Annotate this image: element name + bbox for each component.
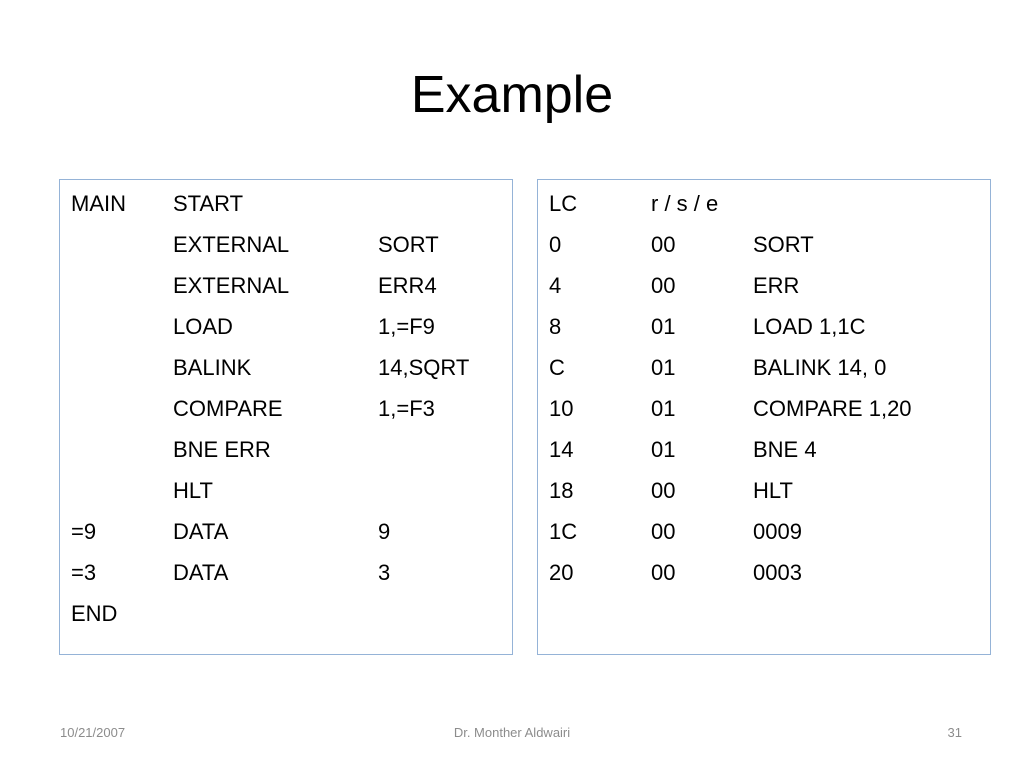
table-cell: COMPARE 1,20 — [753, 396, 912, 421]
table-cell: EXTERNAL — [173, 273, 290, 298]
table-cell: LOAD 1,1C — [753, 314, 866, 339]
table-cell: 0 — [549, 232, 562, 257]
footer-page-number: 31 — [947, 725, 962, 740]
table-cell: r / s / e — [651, 191, 719, 216]
table-row — [549, 352, 990, 393]
object-code-rows — [549, 188, 990, 598]
table-row — [549, 393, 990, 434]
table-cell: =3 — [71, 560, 97, 585]
table-row — [71, 188, 512, 229]
table-cell: SORT — [378, 232, 439, 257]
table-row — [71, 598, 512, 639]
table-row — [549, 557, 990, 598]
table-cell: ERR — [753, 273, 800, 298]
table-cell: =9 — [71, 519, 97, 544]
table-row — [549, 270, 990, 311]
table-cell: COMPARE — [173, 396, 283, 421]
table-row — [71, 270, 512, 311]
table-cell: MAIN — [71, 191, 126, 216]
table-cell: BNE ERR — [173, 437, 271, 462]
table-row — [549, 229, 990, 270]
table-cell: BALINK — [173, 355, 252, 380]
table-cell: 00 — [651, 273, 676, 298]
table-cell: 14 — [549, 437, 574, 462]
object-code-box[interactable] — [537, 179, 991, 655]
table-row — [549, 516, 990, 557]
table-cell: 18 — [549, 478, 574, 503]
table-cell: BNE 4 — [753, 437, 817, 462]
table-cell: C — [549, 355, 565, 380]
table-cell: LC — [549, 191, 578, 216]
table-row — [549, 434, 990, 475]
table-cell: 01 — [651, 437, 676, 462]
table-row — [71, 393, 512, 434]
footer-author: Dr. Monther Aldwairi — [453, 725, 571, 740]
table-cell: 00 — [651, 478, 676, 503]
table-cell: 20 — [549, 560, 574, 585]
table-cell: EXTERNAL — [173, 232, 290, 257]
table-row — [71, 311, 512, 352]
table-cell: 8 — [549, 314, 562, 339]
table-cell: START — [173, 191, 244, 216]
table-cell: 9 — [378, 519, 391, 544]
table-cell: 0003 — [753, 560, 802, 585]
table-cell: 00 — [651, 232, 676, 257]
assembly-source-box[interactable] — [59, 179, 513, 655]
table-row — [71, 557, 512, 598]
table-cell: DATA — [173, 560, 229, 585]
table-cell: LOAD — [173, 314, 233, 339]
table-cell: HLT — [753, 478, 793, 503]
table-row — [71, 434, 512, 475]
table-row — [71, 352, 512, 393]
table-cell: 1C — [549, 519, 578, 544]
table-cell: DATA — [173, 519, 229, 544]
table-cell: 00 — [651, 560, 676, 585]
table-row — [549, 311, 990, 352]
table-cell: 0009 — [753, 519, 802, 544]
table-row — [71, 229, 512, 270]
table-row — [71, 475, 512, 516]
table-row — [549, 188, 990, 229]
table-cell: 10 — [549, 396, 574, 421]
table-cell: 3 — [378, 560, 391, 585]
table-cell: SORT — [753, 232, 814, 257]
table-cell: 00 — [651, 519, 676, 544]
table-cell: 14,SQRT — [378, 355, 470, 380]
assembly-source-rows — [71, 188, 512, 639]
table-cell: HLT — [173, 478, 213, 503]
table-cell: 4 — [549, 273, 562, 298]
table-cell: 1,=F3 — [378, 396, 435, 421]
table-cell: END — [71, 601, 118, 626]
table-cell: ERR4 — [378, 273, 437, 298]
table-cell: 01 — [651, 314, 676, 339]
table-row — [71, 516, 512, 557]
slide-title: Example — [410, 66, 614, 124]
table-cell: 01 — [651, 355, 676, 380]
footer-date: 10/21/2007 — [60, 725, 126, 740]
table-cell: 01 — [651, 396, 676, 421]
table-cell: BALINK 14, 0 — [753, 355, 887, 380]
table-cell: 1,=F9 — [378, 314, 435, 339]
table-row — [549, 475, 990, 516]
